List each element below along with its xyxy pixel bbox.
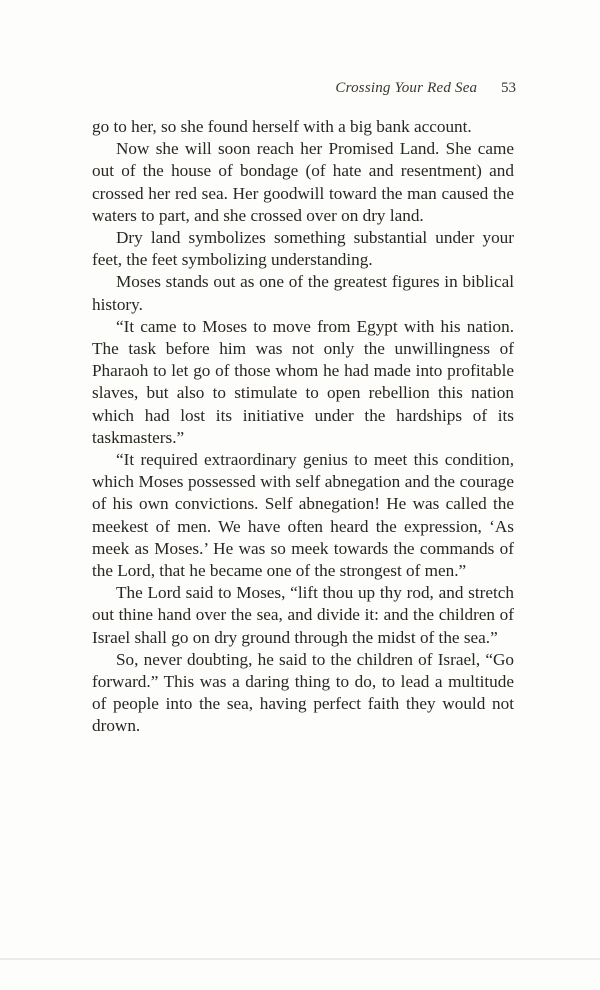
paragraph: Now she will soon reach her Promised Land. She came out of the house of bondage (of hate and resentment) and crossed her red sea. Her goodwill toward the man caused the waters to part, and she crossed over on dry land. — [92, 139, 514, 225]
paragraph: So, never doubting, he said to the children of Israel, “Go forward.” This was a daring thing to do, to lead a multitude of people into the sea, having perfect faith they would not drown. — [92, 649, 514, 736]
paragraph: Dry land symbolizes something substantial under your feet, the feet symbolizing understanding. — [92, 228, 514, 270]
paragraph: “It required extraordinary genius to meet this condition, which Moses possessed with self abnegation and the courage of his own convictions. Self abnegation! He was called the meekest of men. We have often heard the expression, ‘As meek as Moses.’ He was so meek towards the commands of the Lord, that he became one of the strongest of men.” — [92, 450, 514, 581]
running-head — [335, 78, 516, 98]
running-head-title: Crossing Your Red Sea — [335, 80, 478, 96]
paragraph: “It came to Moses to move from Egypt with his nation. The task before him was not only the unwillingness of Pharaoh to let go of those whom he had made into profitable slaves, but also to stimulate to open rebellion this nation which had lost its initiative under the hardships of its taskmasters.” — [92, 316, 514, 447]
body-text — [92, 116, 514, 738]
paragraph: Moses stands out as one of the greatest figures in biblical history. — [92, 272, 514, 314]
page-bottom-edge — [0, 958, 600, 960]
page-number: 53 — [501, 80, 516, 96]
paragraph: The Lord said to Moses, “lift thou up thy rod, and stretch out thine hand over the sea, and divide it: and the children of Israel shall go on dry ground through the midst of the sea.” — [92, 583, 514, 647]
paragraph-continued: go to her, so she found herself with a big bank account. — [92, 117, 472, 136]
